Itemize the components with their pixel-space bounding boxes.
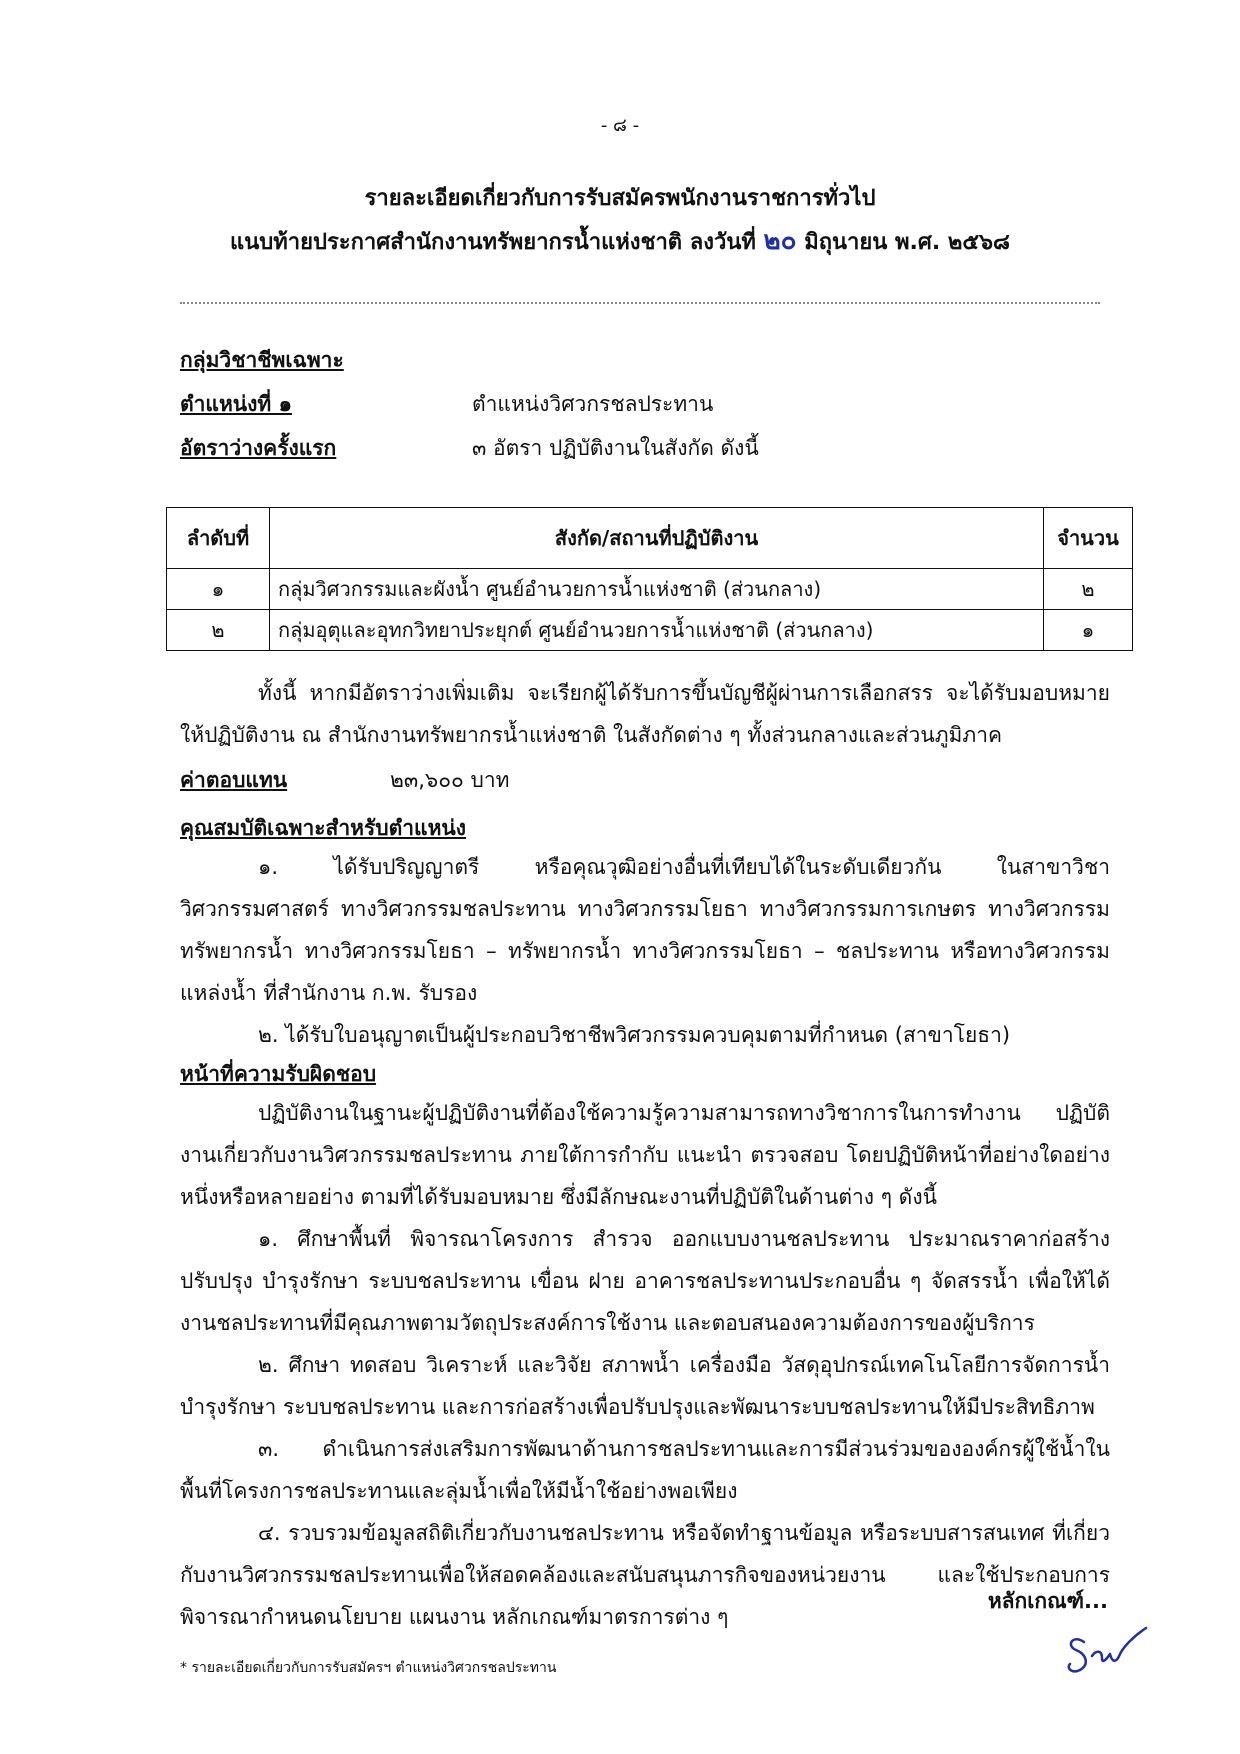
document-subtitle [0, 220, 1240, 261]
position-value: ตำแหน่งวิศวกรชลประทาน [472, 392, 714, 416]
page-number: - ๘ - [600, 115, 640, 136]
duties-intro: ปฏิบัติงานในฐานะผู้ปฏิบัติงานที่ต้องใช้ความรู้ความสามารถทางวิชาการในการทำงาน ปฏิบัติงานเกี่ยวกับงานวิศวกรรมชลประทาน ภายใต้การกำกับ แนะนำ ตรวจสอบ โดยปฏิบัติหน้าที่อย่างใดอย่างหนึ่งหรือหลายอย่าง ตามที่ได้รับมอบหมาย ซึ่งมีลักษณะงานที่ปฏิบัติในด้านต่าง ๆ ดังนี้ [180, 1101, 1110, 1209]
announcement-day: ๒๐ [763, 226, 797, 256]
qualification-item: ๑. ได้รับปริญญาตรี หรือคุณวุฒิอย่างอื่นที่เทียบได้ในระดับเดียวกัน ในสาขาวิชาวิศวกรรมศาสตร์ ทางวิศวกรรมชลประทาน ทางวิศวกรรมโยธา ทางวิศวกรรมการเกษตร ทางวิศวกรรมทรัพยากรน้ำ ทางวิศวกรรมโยธา – ทรัพยากรน้ำ ทางวิศวกรรมโยธา – ชลประทาน หรือทางวิศวกรรมแหล่งน้ำ ที่สำนักงาน ก.พ. รับรอง [180, 855, 1110, 1005]
qualifications-heading: คุณสมบัติเฉพาะสำหรับตำแหน่ง [180, 816, 467, 840]
duty-item: ๔. รวบรวมข้อมูลสถิติเกี่ยวกับงานชลประทาน หรือจัดทำฐานข้อมูล หรือระบบสารสนเทศ ที่เกี่ยวกับงานวิศวกรรมชลประทานเพื่อให้สอดคล้องและสนับสนุนภารกิจของหน่วยงาน และใช้ประกอบการพิจารณากำหนดนโยบาย แผนงาน หลักเกณฑ์มาตรการต่าง ๆ [180, 1521, 1110, 1629]
table-cell-amount: ๑ [1044, 610, 1133, 651]
dotted-divider [180, 302, 1100, 304]
table-cell-order: ๒ [167, 610, 270, 651]
duty-item: ๑. ศึกษาพื้นที่ พิจารณาโครงการ สำรวจ ออกแบบงานชลประทาน ประมาณราคาก่อสร้าง ปรับปรุง บำรุงรักษา ระบบชลประทาน เขื่อน ฝาย อาคารชลประทานประกอบอื่น ๆ จัดสรรน้ำ เพื่อให้ได้งานชลประทานที่มีคุณภาพตามวัตถุประสงค์การใช้งาน และตอบสนองความต้องการของผู้บริการ [180, 1227, 1110, 1335]
subtitle-prefix: แนบท้ายประกาศสำนักงานทรัพยากรน้ำแห่งชาติ ลงวันที่ [230, 230, 764, 255]
footnote: * รายละเอียดเกี่ยวกับการรับสมัครฯ ตำแหน่งวิศวกรชลประทาน [180, 1660, 557, 1676]
table-header-row [167, 508, 1133, 569]
group-heading: กลุ่มวิชาชีพเฉพาะ [180, 348, 344, 372]
table-cell-amount: ๒ [1044, 569, 1133, 610]
duty-item: ๒. ศึกษา ทดสอบ วิเคราะห์ และวิจัย สภาพน้ำ เครื่องมือ วัสดุอุปกรณ์เทคโนโลยีการจัดการน้ำ บำรุงรักษา ระบบชลประทาน และการก่อสร้างเพื่อปรับปรุงและพัฒนาระบบชลประทานให้มีประสิทธิภาพ [180, 1353, 1110, 1419]
table-cell-order: ๑ [167, 569, 270, 610]
subtitle-suffix: มิถุนายน พ.ศ. ๒๕๖๘ [796, 230, 1010, 255]
table-cell-place: กลุ่มวิศวกรรมและผังน้ำ ศูนย์อำนวยการน้ำแห่งชาติ (ส่วนกลาง) [270, 569, 1044, 610]
vacancy-value: ๓ อัตรา ปฏิบัติงานในสังกัด ดังนี้ [472, 436, 759, 460]
duty-item: ๓. ดำเนินการส่งเสริมการพัฒนาด้านการชลประทานและการมีส่วนร่วมขององค์กรผู้ใช้น้ำในพื้นที่โครงการชลประทานและลุ่มน้ำเพื่อให้มีน้ำใช้อย่างพอเพียง [180, 1437, 1110, 1503]
table-cell-place: กลุ่มอุตุและอุทกวิทยาประยุกต์ ศูนย์อำนวยการน้ำแห่งชาติ (ส่วนกลาง) [270, 610, 1044, 651]
table-row [167, 610, 1133, 651]
document-title: รายละเอียดเกี่ยวกับการรับสมัครพนักงานราชการทั่วไป [364, 186, 876, 211]
compensation-value: ๒๓,๖๐๐ บาท [390, 768, 510, 792]
note-paragraph [180, 672, 1110, 756]
signature-mark [1062, 1620, 1152, 1680]
qualification-item: ๒. ได้รับใบอนุญาตเป็นผู้ประกอบวิชาชีพวิศวกรรมควบคุมตามที่กำหนด (สาขาโยธา) [258, 1023, 1011, 1047]
qualifications-list [180, 846, 1110, 1056]
table-row [167, 569, 1133, 610]
table-header: จำนวน [1044, 508, 1133, 569]
workplace-table [166, 507, 1133, 651]
table-header: ลำดับที่ [167, 508, 270, 569]
note-text: ทั้งนี้ หากมีอัตราว่างเพิ่มเติม จะเรียกผู้ได้รับการขึ้นบัญชีผู้ผ่านการเลือกสรร จะได้รับมอบหมายให้ปฏิบัติงาน ณ สำนักงานทรัพยากรน้ำแห่งชาติ ในสังกัดต่าง ๆ ทั้งส่วนกลางและส่วนภูมิภาค [180, 681, 1110, 747]
continued-marker: หลักเกณฑ์... [987, 1589, 1108, 1613]
duties-list [180, 1092, 1110, 1638]
duties-heading: หน้าที่ความรับผิดชอบ [180, 1062, 377, 1086]
compensation-label: ค่าตอบแทน [180, 768, 288, 792]
vacancy-label: อัตราว่างครั้งแรก [180, 436, 337, 460]
table-header: สังกัด/สถานที่ปฏิบัติงาน [270, 508, 1044, 569]
position-label: ตำแหน่งที่ ๑ [180, 392, 292, 416]
